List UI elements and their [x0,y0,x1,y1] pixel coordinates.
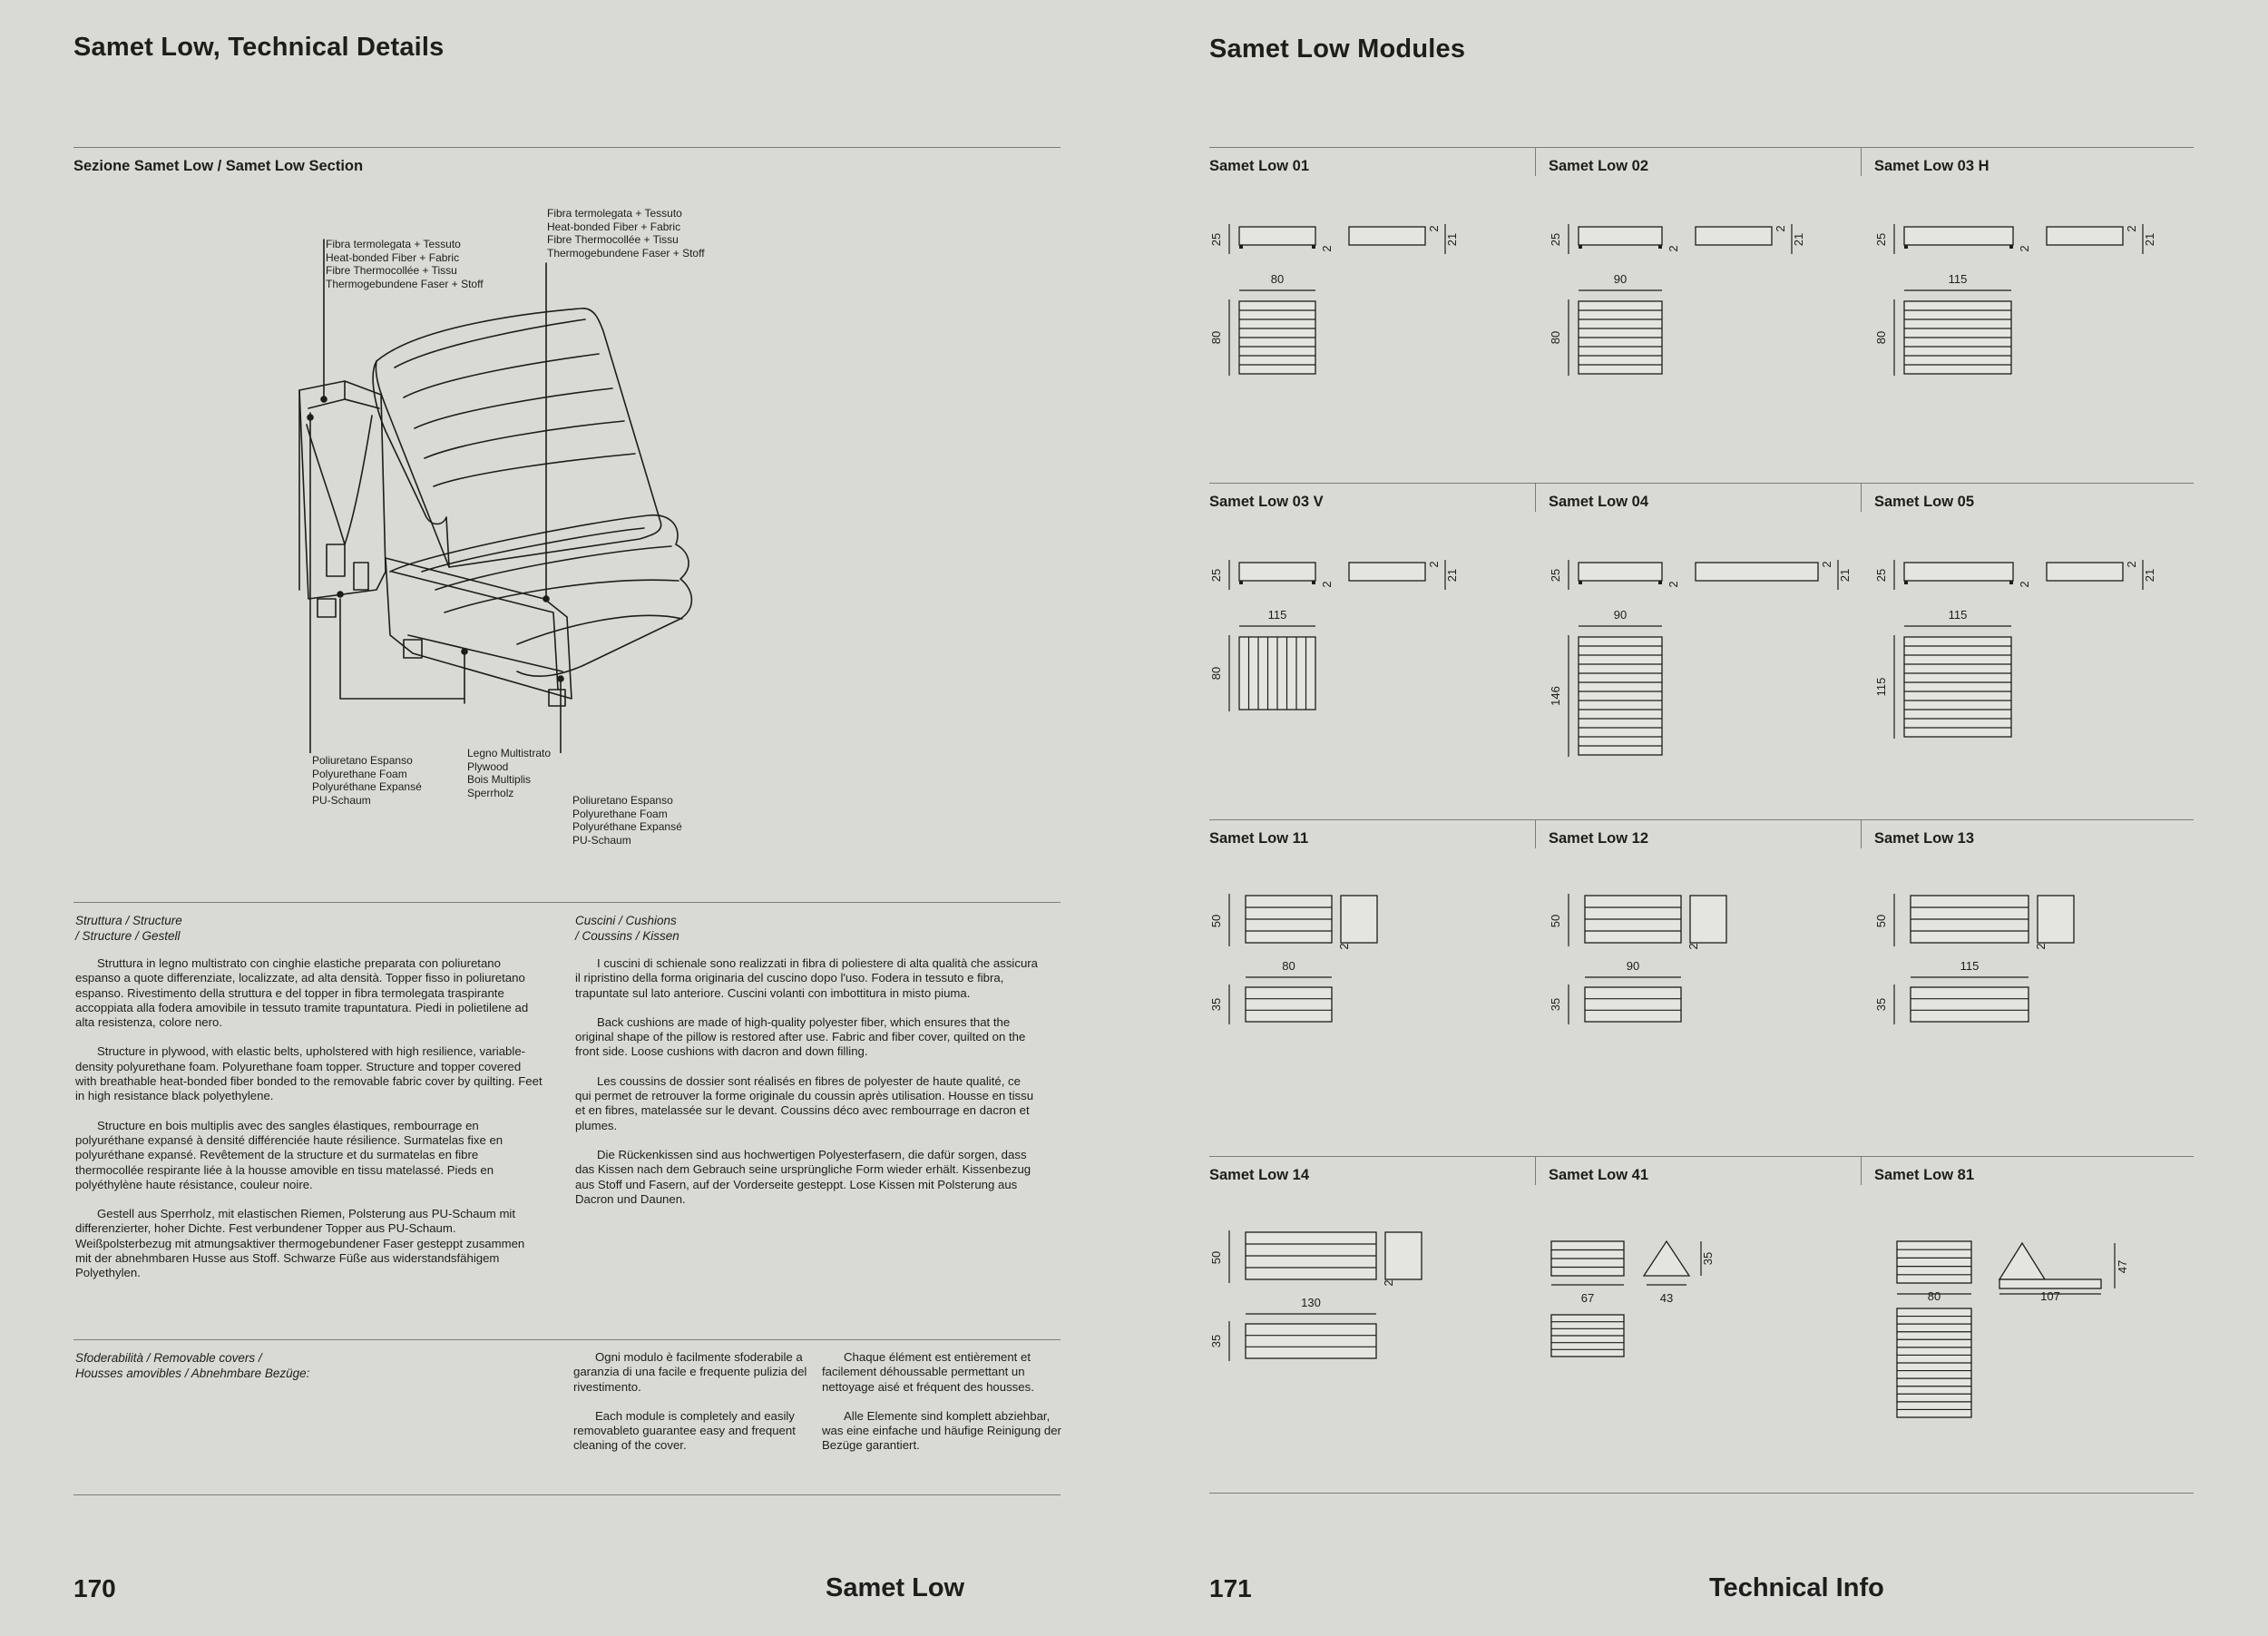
column-separator [1861,483,1862,512]
module-title: Samet Low 04 [1549,494,1649,510]
side-elevation [1904,227,2013,245]
module-drawing [1874,1192,2183,1483]
foot [2009,245,2013,249]
foot [1579,245,1582,249]
page-number-right: 171 [1209,1574,1252,1602]
dimension-seat: 2 [1320,245,1334,252]
callout-plywood: Legno Multistrato Plywood Bois Multiplis Sperrholz [467,747,552,799]
back-elevation [1349,563,1425,581]
module-title: Samet Low 05 [1874,494,1975,510]
dimension-seat: 2 [1320,581,1334,588]
side-elevation [1579,227,1662,245]
structure-heading: Struttura / Structure / Structure / Gestell [75,914,182,943]
module-title: Samet Low 12 [1549,830,1649,847]
base-board [1999,1279,2101,1288]
module-title: Samet Low 01 [1209,158,1310,174]
cushions-paragraph-de: Die Rückenkissen sind aus hochwertigen Polyesterfasern, die dafür sorgen, dass das Kissen nach dem Gebrauch seine ursprüngliche Form wieder erhält. Kissenbezug aus Stoff und Fasern, auf der Vorderseite gesteppt. Lose Kissen mit Polsterung aus Dacron und Daunen. [575,1147,1031,1206]
back-elevation [1696,563,1818,581]
back-elevation [1385,1232,1422,1279]
dimension-back-height: 21 [1445,568,1459,583]
dimension-back: 2 [1427,225,1441,232]
foot [1579,581,1582,584]
module-drawing [1549,1192,1857,1483]
foot [1904,245,1908,249]
divider [73,147,1061,148]
foot [1658,245,1662,249]
cushions-section [575,913,1038,1221]
dimension-seat: 2 [2018,581,2031,588]
column-separator [1535,819,1536,848]
dimension-back-height: 21 [2143,568,2156,583]
dimension-depth: 115 [1874,677,1888,697]
module-title: Samet Low 14 [1209,1167,1310,1183]
module-title: Samet Low 03 V [1209,494,1324,510]
dimension-back: 2 [1427,561,1441,568]
dimension-width: 90 [1613,608,1628,622]
dimension-height: 25 [1209,232,1223,247]
module-drawing-wrapper [1874,856,2183,1151]
callout-foam-right: Poliuretano Espanso Polyurethane Foam Polyuréthane Expansé PU-Schaum [572,794,682,847]
module-drawing [1209,856,1518,1146]
dimension-depth: 146 [1549,686,1562,706]
foot [1239,245,1243,249]
side-elevation [1904,563,2013,581]
divider [1209,819,2194,820]
dimension-height: 25 [1874,232,1888,247]
dimension-back-height: 21 [1792,232,1805,247]
dimension-width: 115 [1948,272,1968,286]
module-drawing-wrapper [1209,519,1518,814]
module-drawing-wrapper [1209,1192,1518,1487]
side-elevation [1579,563,1662,581]
dimension-depth: 107 [2040,1289,2060,1303]
dimension-depth: 80 [1549,330,1562,345]
module-drawing [1549,856,1857,1146]
page-title-right: Samet Low Modules [1209,34,1466,64]
module-drawing-wrapper [1209,183,1518,478]
dimension-seat: 2 [1382,1279,1395,1287]
module-drawing-wrapper [1874,1192,2183,1487]
dimension-width: 90 [1626,959,1640,973]
dimension-seat: 2 [1667,581,1680,588]
footer-label-right: Technical Info [1709,1573,1884,1602]
dimension-seat: 2 [2034,943,2048,950]
dimension-width: 130 [1301,1296,1321,1309]
dimension-seat: 2 [1667,245,1680,252]
dimension-width: 115 [1948,608,1968,622]
divider [73,1339,1061,1340]
removable-it: Ogni modulo è facilmente sfoderabile a garanzia di una facile e frequente pulizia del rivestimento. [573,1350,807,1394]
removable-heading: Sfoderabilità / Removable covers / Housses amovibles / Abnehmbare Bezüge: [75,1351,310,1380]
structure-paragraph-en: Structure in plywood, with elastic belts, upholstered with high resilience, variable-density polyurethane foam. Polyurethane foam topper. Structure and topper covered with breathable heat-bonded fiber bonded to the removable fabric cover by quilting. Feet in high resistance black polyethylene. [75,1044,543,1103]
dimension-height: 25 [1549,568,1562,583]
module-drawing-wrapper [1549,183,1857,478]
structure-paragraph-it: Struttura in legno multistrato con cinghie elastiche preparata con poliuretano espanso a quote differenziate, localizzate, ad alta densità. Topper fisso in poliuretano espanso. Rivestimento della struttura e del topper in fibra termolegata traspirante accoppiata alla fodera amovibile in tessuto tramite trapuntatura. Piedi in polietilene ad alta resistenza, colore nero. [75,956,529,1030]
module-title: Samet Low 11 [1209,830,1309,847]
module-title: Samet Low 13 [1874,830,1975,847]
foot [1904,581,1908,584]
triangle-cushion [1644,1241,1689,1276]
back-elevation [2038,896,2074,943]
column-separator [1535,1156,1536,1185]
dimension-width: 80 [1927,1289,1941,1303]
dimension-width: 80 [1282,959,1295,973]
dimension-height: 47 [2116,1259,2129,1274]
column-separator [1861,147,1862,176]
back-elevation [2047,563,2123,581]
module-drawing-wrapper [1549,1192,1857,1487]
module-title: Samet Low 03 H [1874,158,1989,174]
callout-fiber-right: Fibra termolegata + Tessuto Heat-bonded Fiber + Fabric Fibre Thermocollée + Tissu Thermogebundene Faser + Stoff [547,207,705,260]
cushions-paragraph-en: Back cushions are made of high-quality polyester fiber, which ensures that the original shape of the pillow is restored after use. Fabric and fiber cover, quilted on the front side. Loose cushions with dacron and down filling. [575,1014,1026,1059]
back-elevation [1696,227,1772,245]
callout-foam-left: Poliuretano Espanso Polyurethane Foam Polyuréthane Expansé PU-Schaum [312,754,422,807]
dimension-depth: 35 [1209,997,1223,1012]
column-separator [1535,147,1536,176]
dimension-height: 50 [1874,914,1888,928]
dimension-height: 50 [1209,914,1223,928]
side-elevation [1239,227,1315,245]
dimension-seat: 2 [1686,943,1700,950]
side-elevation [1239,563,1315,581]
divider [1209,483,2194,484]
plan-view [1904,637,2011,737]
module-drawing [1549,183,1857,474]
callout-fiber-left: Fibra termolegata + Tessuto Heat-bonded Fiber + Fabric Fibre Thermocollée + Tissu Thermogebundene Faser + Stoff [326,238,484,290]
dimension-back-height: 21 [2143,232,2156,247]
structure-paragraph-de: Gestell aus Sperrholz, mit elastischen Riemen, Polsterung aus PU-Schaum mit differenzierter, hoher Dichte. Fest verbundener Topper aus PU-Schaum. Weißpolsterbezug mit atmungsaktiver thermogebundener Faser gesteppt zusammen mit der abnehmbaren Husse aus Stoff. Schwarze Füße aus widerstandsfähigem Polyethylen. [75,1207,525,1280]
back-elevation [1349,227,1425,245]
dimension-back: 2 [1774,225,1787,232]
dimension-depth: 80 [1209,330,1223,345]
module-drawing [1874,183,2183,474]
cushions-paragraph-it: I cuscini di schienale sono realizzati in fibra di poliestere di alta qualità che assicura il ripristino della forma originaria del cuscino dopo l'uso. Fodera in tessuto e fibra, trapuntate sul lato anteriore. Cuscini volanti con imbottitura in misto piuma. [575,956,1038,1000]
module-drawing [1874,856,2183,1146]
dimension-width: 90 [1613,272,1628,286]
module-drawing [1549,519,1857,809]
structure-paragraph-fr: Structure en bois multiplis avec des sangles élastiques, rembourrage en polyuréthane expansé à densité différenciée haute résilience. Surmatelas fixe en polyuréthane expansé. Revêtement de la structure et du surmatelas en fibre thermocollée respirante liée à la housse amovible en tissu matelassé. Pieds en polyéthylène haute résistance, couleur noire. [75,1118,503,1191]
dimension-height: 35 [1701,1251,1715,1266]
module-drawing-wrapper [1549,856,1857,1151]
module-drawing-wrapper [1874,183,2183,478]
dimension-back-height: 21 [1445,232,1459,247]
back-elevation [1690,896,1726,943]
dimension-height: 25 [1209,568,1223,583]
module-drawing [1874,519,2183,809]
page-title-left: Samet Low, Technical Details [73,33,445,62]
dimension-height: 50 [1209,1250,1223,1265]
back-elevation [2047,227,2123,245]
removable-col-2 [822,1350,1062,1468]
cushions-heading: Cuscini / Cushions / Coussins / Kissen [575,914,679,943]
plan-view [1585,987,1681,1022]
plan-view [1911,987,2028,1022]
foot [1658,581,1662,584]
section-label: Sezione Samet Low / Samet Low Section [73,158,364,174]
removable-fr: Chaque élément est entièrement et facilement déhoussable permettant un nettoyage aisé et fréquent des housses. [822,1350,1034,1394]
structure-section [75,913,543,1296]
divider [1209,1156,2194,1157]
module-drawing [1209,183,1518,474]
module-title: Samet Low 81 [1874,1167,1975,1183]
dimension-width: 115 [1267,608,1287,622]
column-separator [1861,819,1862,848]
dimension-width: 115 [1960,959,1980,973]
dimension-depth: 80 [1209,666,1223,681]
dimension-depth: 35 [1549,997,1562,1012]
module-drawing [1209,519,1518,809]
module-drawing-wrapper [1209,856,1518,1151]
foot [2009,581,2013,584]
page-number-left: 170 [73,1574,116,1602]
dimension-seat: 2 [1337,943,1351,950]
dimension-depth: 35 [1209,1334,1223,1348]
removable-col-1 [573,1350,809,1468]
foot [1312,581,1315,584]
dimension-height: 50 [1549,914,1562,928]
dimension-depth: 35 [1874,997,1888,1012]
dimension-back: 2 [2125,225,2138,232]
dimension-back: 2 [1820,561,1833,568]
dimension-width: 67 [1580,1291,1595,1305]
divider [73,1494,1061,1495]
plan-view [1246,987,1332,1022]
module-drawing-wrapper [1549,519,1857,814]
foot [1239,581,1243,584]
module-title: Samet Low 41 [1549,1167,1649,1183]
dimension-height: 25 [1874,568,1888,583]
foot [1312,245,1315,249]
column-separator [1535,483,1536,512]
back-elevation [1341,896,1377,943]
dimension-back: 2 [2125,561,2138,568]
module-title: Samet Low 02 [1549,158,1649,174]
dimension-seat: 2 [2018,245,2031,252]
dimension-depth: 43 [1659,1291,1674,1305]
divider [1209,147,2194,148]
triangle-cushion [1999,1243,2045,1279]
cushions-paragraph-fr: Les coussins de dossier sont réalisés en fibres de polyester de haute qualité, ce qui permet de retrouver la forme originale du coussin après utilisation. Housse en tissu et en fibres, matelassée sur le devant. Coussins déco avec rembourrage en dacron et plumes. [575,1073,1034,1132]
module-drawing-wrapper [1874,519,2183,814]
plan-view [1246,1324,1376,1358]
dimension-back-height: 21 [1838,568,1852,583]
divider [73,902,1061,903]
column-separator [1861,1156,1862,1185]
dimension-width: 80 [1270,272,1285,286]
removable-en: Each module is completely and easily removableto guarantee easy and frequent cleaning of the cover. [573,1408,796,1453]
divider [1209,1493,2194,1494]
footer-label-left: Samet Low [826,1573,965,1602]
dimension-height: 25 [1549,232,1562,247]
removable-de: Alle Elemente sind komplett abziehbar, was eine einfache und häufige Reinigung der Bezüge garantiert. [822,1408,1061,1453]
module-drawing [1209,1192,1518,1483]
side-elevation [1897,1241,1971,1283]
dimension-depth: 80 [1874,330,1888,345]
